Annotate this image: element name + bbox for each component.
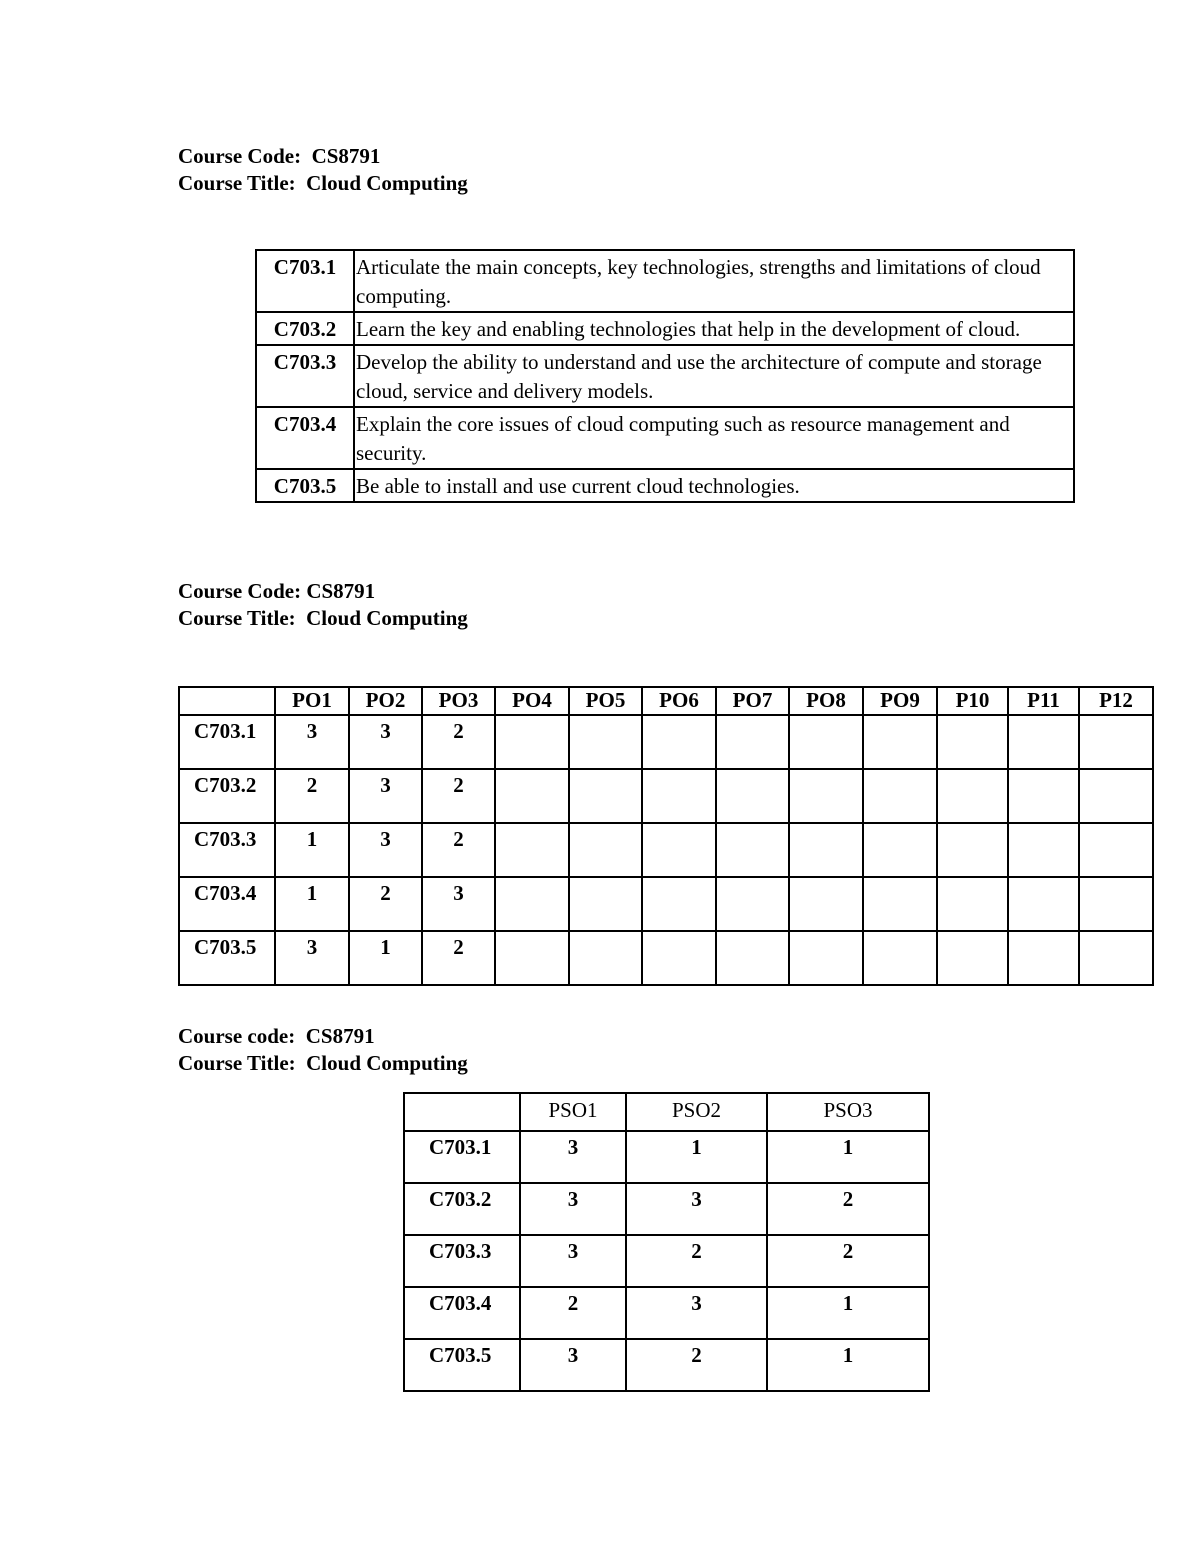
po-row: [179, 877, 1153, 931]
pso-value-cell: 1: [626, 1131, 767, 1183]
outcome-code: C703.1: [256, 250, 354, 312]
course-code-line: [178, 1023, 468, 1050]
pso-value-cell: 2: [626, 1235, 767, 1287]
po-value-cell: [789, 931, 863, 985]
po-value-cell: 3: [422, 877, 495, 931]
po-value-cell: 2: [422, 715, 495, 769]
course-code-label: Course code:: [178, 1024, 296, 1048]
po-value-cell: [1008, 823, 1079, 877]
outcome-description: Be able to install and use current cloud technologies.: [354, 469, 1074, 502]
po-value-cell: [789, 823, 863, 877]
section2-heading: [178, 578, 468, 632]
course-title-value: Cloud Computing: [306, 171, 468, 195]
po-value-cell: 3: [275, 715, 349, 769]
po-value-cell: [937, 823, 1008, 877]
outcome-code: C703.3: [256, 345, 354, 407]
course-title-line: [178, 170, 468, 197]
po-header-row: [179, 687, 1153, 715]
outcome-row: [256, 345, 1074, 407]
po-value-cell: [1079, 715, 1153, 769]
po-value-cell: 3: [349, 823, 422, 877]
po-value-cell: [569, 931, 642, 985]
po-value-cell: [716, 877, 789, 931]
po-value-cell: [863, 823, 937, 877]
course-code-value: CS8791: [306, 579, 376, 603]
po-row-code: C703.3: [179, 823, 275, 877]
po-value-cell: [863, 715, 937, 769]
po-value-cell: 1: [275, 877, 349, 931]
po-mapping-table: [178, 686, 1154, 986]
po-value-cell: [1008, 931, 1079, 985]
course-code-line: [178, 143, 468, 170]
po-value-cell: [937, 877, 1008, 931]
outcome-code: C703.2: [256, 312, 354, 345]
outcome-code: C703.5: [256, 469, 354, 502]
pso-header-corner: [404, 1093, 520, 1131]
po-value-cell: [1008, 769, 1079, 823]
course-title-line: [178, 1050, 468, 1077]
course-title-value: Cloud Computing: [306, 1051, 468, 1075]
po-value-cell: 2: [422, 931, 495, 985]
po-value-cell: [1079, 823, 1153, 877]
po-value-cell: [937, 715, 1008, 769]
pso-row: [404, 1183, 929, 1235]
po-value-cell: [1079, 931, 1153, 985]
po-value-cell: [495, 715, 569, 769]
po-value-cell: [569, 715, 642, 769]
pso-row: [404, 1131, 929, 1183]
pso-row-code: C703.3: [404, 1235, 520, 1287]
po-value-cell: [716, 823, 789, 877]
po-value-cell: [495, 823, 569, 877]
po-header-cell: PO4: [495, 687, 569, 715]
po-value-cell: [863, 769, 937, 823]
pso-row: [404, 1287, 929, 1339]
po-value-cell: 1: [275, 823, 349, 877]
po-value-cell: [789, 715, 863, 769]
course-title-label: Course Title:: [178, 606, 296, 630]
course-outcomes-table: [255, 249, 1075, 503]
course-title-label: Course Title:: [178, 171, 296, 195]
po-header-cell: PO6: [642, 687, 716, 715]
po-value-cell: 3: [275, 931, 349, 985]
po-value-cell: [937, 769, 1008, 823]
pso-row: [404, 1235, 929, 1287]
pso-value-cell: 3: [520, 1183, 626, 1235]
outcome-description: Articulate the main concepts, key technologies, strengths and limitations of cloud computing.: [354, 250, 1074, 312]
po-value-cell: [569, 823, 642, 877]
outcome-code: C703.4: [256, 407, 354, 469]
po-value-cell: [642, 715, 716, 769]
po-value-cell: [569, 877, 642, 931]
pso-row-code: C703.1: [404, 1131, 520, 1183]
pso-value-cell: 2: [626, 1339, 767, 1391]
outcome-row: [256, 469, 1074, 502]
po-value-cell: [569, 769, 642, 823]
pso-header-cell: PSO1: [520, 1093, 626, 1131]
course-title-value: Cloud Computing: [306, 606, 468, 630]
course-code-line: [178, 578, 468, 605]
pso-header-cell: PSO3: [767, 1093, 929, 1131]
pso-value-cell: 1: [767, 1339, 929, 1391]
po-header-cell: PO1: [275, 687, 349, 715]
pso-row-code: C703.5: [404, 1339, 520, 1391]
pso-value-cell: 1: [767, 1131, 929, 1183]
po-value-cell: [863, 931, 937, 985]
po-value-cell: [495, 877, 569, 931]
po-header-cell: P10: [937, 687, 1008, 715]
pso-header-row: [404, 1093, 929, 1131]
po-row: [179, 931, 1153, 985]
po-value-cell: [716, 769, 789, 823]
po-header-corner: [179, 687, 275, 715]
po-header-cell: PO2: [349, 687, 422, 715]
po-row: [179, 715, 1153, 769]
po-row-code: C703.1: [179, 715, 275, 769]
pso-value-cell: 2: [767, 1183, 929, 1235]
po-header-cell: PO7: [716, 687, 789, 715]
course-code-label: Course Code:: [178, 579, 302, 603]
pso-value-cell: 2: [767, 1235, 929, 1287]
po-header-cell: PO3: [422, 687, 495, 715]
po-value-cell: [716, 715, 789, 769]
po-row-code: C703.4: [179, 877, 275, 931]
outcome-row: [256, 407, 1074, 469]
po-header-cell: P11: [1008, 687, 1079, 715]
pso-value-cell: 2: [520, 1287, 626, 1339]
po-value-cell: [642, 769, 716, 823]
po-value-cell: 2: [422, 769, 495, 823]
pso-row-code: C703.4: [404, 1287, 520, 1339]
po-header-cell: PO9: [863, 687, 937, 715]
po-value-cell: [642, 877, 716, 931]
po-row: [179, 769, 1153, 823]
po-row-code: C703.5: [179, 931, 275, 985]
po-value-cell: [642, 931, 716, 985]
po-value-cell: [789, 769, 863, 823]
course-code-value: CS8791: [305, 1024, 375, 1048]
po-value-cell: 2: [349, 877, 422, 931]
pso-value-cell: 3: [520, 1339, 626, 1391]
po-row-code: C703.2: [179, 769, 275, 823]
pso-row: [404, 1339, 929, 1391]
pso-value-cell: 3: [520, 1131, 626, 1183]
pso-value-cell: 1: [767, 1287, 929, 1339]
course-title-label: Course Title:: [178, 1051, 296, 1075]
po-value-cell: [716, 931, 789, 985]
po-value-cell: [1079, 769, 1153, 823]
course-code-label: Course Code:: [178, 144, 302, 168]
po-header-cell: PO5: [569, 687, 642, 715]
po-value-cell: [863, 877, 937, 931]
pso-row-code: C703.2: [404, 1183, 520, 1235]
po-value-cell: 2: [422, 823, 495, 877]
po-header-cell: P12: [1079, 687, 1153, 715]
po-value-cell: 3: [349, 769, 422, 823]
section3-heading: [178, 1023, 468, 1077]
po-value-cell: 1: [349, 931, 422, 985]
outcome-description: Learn the key and enabling technologies that help in the development of cloud.: [354, 312, 1074, 345]
po-value-cell: [1008, 877, 1079, 931]
po-value-cell: [495, 931, 569, 985]
pso-mapping-table: [403, 1092, 930, 1392]
po-value-cell: [1079, 877, 1153, 931]
pso-header-cell: PSO2: [626, 1093, 767, 1131]
po-value-cell: 3: [349, 715, 422, 769]
pso-value-cell: 3: [520, 1235, 626, 1287]
outcome-description: Develop the ability to understand and use the architecture of compute and storage cloud, service and delivery models.: [354, 345, 1074, 407]
course-title-line: [178, 605, 468, 632]
po-value-cell: 2: [275, 769, 349, 823]
outcome-row: [256, 250, 1074, 312]
po-value-cell: [495, 769, 569, 823]
po-value-cell: [937, 931, 1008, 985]
po-value-cell: [642, 823, 716, 877]
po-value-cell: [789, 877, 863, 931]
po-header-cell: PO8: [789, 687, 863, 715]
outcome-description: Explain the core issues of cloud computing such as resource management and security.: [354, 407, 1074, 469]
section1-heading: [178, 143, 468, 197]
po-value-cell: [1008, 715, 1079, 769]
pso-value-cell: 3: [626, 1287, 767, 1339]
outcome-row: [256, 312, 1074, 345]
po-row: [179, 823, 1153, 877]
pso-value-cell: 3: [626, 1183, 767, 1235]
course-code-value: CS8791: [311, 144, 381, 168]
